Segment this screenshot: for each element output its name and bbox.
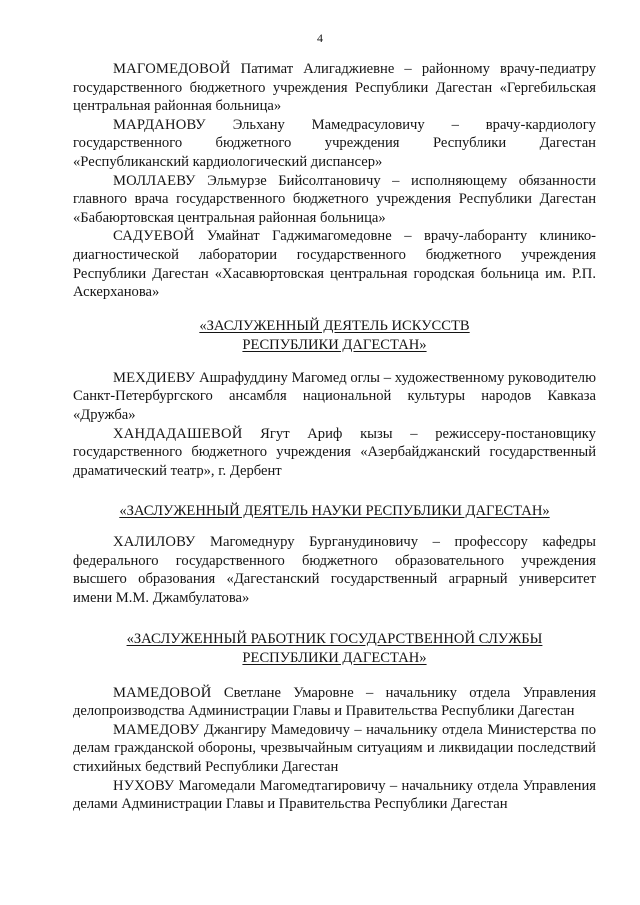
award-entry [73, 227, 596, 301]
award-entry [73, 425, 596, 481]
recipient-details: Умайнат Гаджимагомедовне – врачу-лаборанту клинико-диагностической лаборатории государственного бюджетного учреждения Республики Дагестан «Хасавюртовская центральная городская больница им. Р.П. Аскерханова» [73, 228, 596, 301]
award-entry [73, 777, 596, 814]
recipient-details: Патимат Алигаджиевне – районному врачу-педиатру государственного бюджетного учреждения Республики Дагестан «Гергебильская центральная районная больница» [73, 61, 596, 115]
recipient-name: САДУЕВОЙ [113, 228, 195, 245]
award-list-medical [73, 60, 596, 302]
recipient-name: ХАЛИЛОВУ [113, 534, 196, 551]
award-entry [73, 684, 596, 721]
section-heading-line: «ЗАСЛУЖЕННЫЙ ДЕЯТЕЛЬ ИСКУССТВ [199, 317, 470, 334]
recipient-name: МОЛЛАЕВУ [113, 172, 196, 189]
recipient-details: Магомеднуру Бурганудиновичу – профессору кафедры федерального государственного бюджетного образовательного учреждения высшего образования «Дагестанский государственный аграрный университет имени М.М. Джамбулатова» [73, 534, 596, 607]
recipient-name: МАГОМЕДОВОЙ [113, 61, 231, 77]
award-list-civil-service [73, 684, 596, 814]
recipient-name: МЕХДИЕВУ [113, 369, 196, 386]
recipient-details: Джангиру Мамедовичу – начальнику отдела Министерства по делам гражданской обороны, чрезвычайным ситуациям и ликвидации последствий стихийных бедствий Республики Дагестан [73, 721, 596, 776]
section-heading-arts [73, 317, 596, 355]
recipient-details: Ягут Ариф кызы – режиссеру-постановщику государственного бюджетного учреждения «Азербайджанский государственный драматический театр», г. Дербент [73, 425, 596, 479]
award-entry [73, 533, 596, 607]
award-entry [73, 369, 596, 425]
recipient-details: Эльхану Мамедрасуловичу – врачу-кардиологу государственного бюджетного учреждения Республики Дагестан «Республиканский кардиологический диспансер» [73, 116, 596, 170]
recipient-name: МАМЕДОВОЙ [113, 684, 212, 701]
recipient-name: МАРДАНОВУ [113, 116, 206, 133]
recipient-details: Эльмурзе Бийсолтановичу – исполняющему обязанности главного врача государственного бюджетного учреждения Республики Дагестан «Бабаюртовская центральная районная больница» [73, 172, 596, 226]
section-heading-civil-service [73, 630, 596, 668]
section-heading-line: «ЗАСЛУЖЕННЫЙ РАБОТНИК ГОСУДАРСТВЕННОЙ СЛУЖБЫ [126, 630, 543, 647]
award-list-science [73, 533, 596, 607]
recipient-details: Светлане Умаровне – начальнику отдела Управления делопроизводства Администрации Главы и Правительства Республики Дагестан [73, 684, 596, 720]
page-number: 4 [317, 31, 323, 45]
recipient-details: Ашрафуддину Магомед оглы – художественному руководителю Санкт-Петербургского ансамбля национальной культуры народов Кавказа «Дружба» [73, 369, 596, 423]
recipient-name: ХАНДАДАШЕВОЙ [113, 425, 243, 442]
document-body [73, 60, 596, 814]
award-entry [73, 60, 596, 116]
recipient-details: Магомедали Магомедтагировичу – начальнику отдела Управления делами Администрации Главы и Правительства Республики Дагестан [73, 777, 596, 813]
award-entry [73, 721, 596, 777]
section-heading-science [73, 502, 596, 521]
award-entry [73, 116, 596, 172]
award-entry [73, 172, 596, 228]
section-heading-line: РЕСПУБЛИКИ ДАГЕСТАН» [242, 649, 427, 666]
section-heading-line: РЕСПУБЛИКИ ДАГЕСТАН» [242, 336, 427, 353]
recipient-name: НУХОВУ [113, 777, 175, 794]
award-list-arts [73, 369, 596, 481]
section-heading-line: «ЗАСЛУЖЕННЫЙ ДЕЯТЕЛЬ НАУКИ РЕСПУБЛИКИ ДАГЕСТАН» [119, 503, 550, 520]
recipient-name: МАМЕДОВУ [113, 721, 200, 738]
